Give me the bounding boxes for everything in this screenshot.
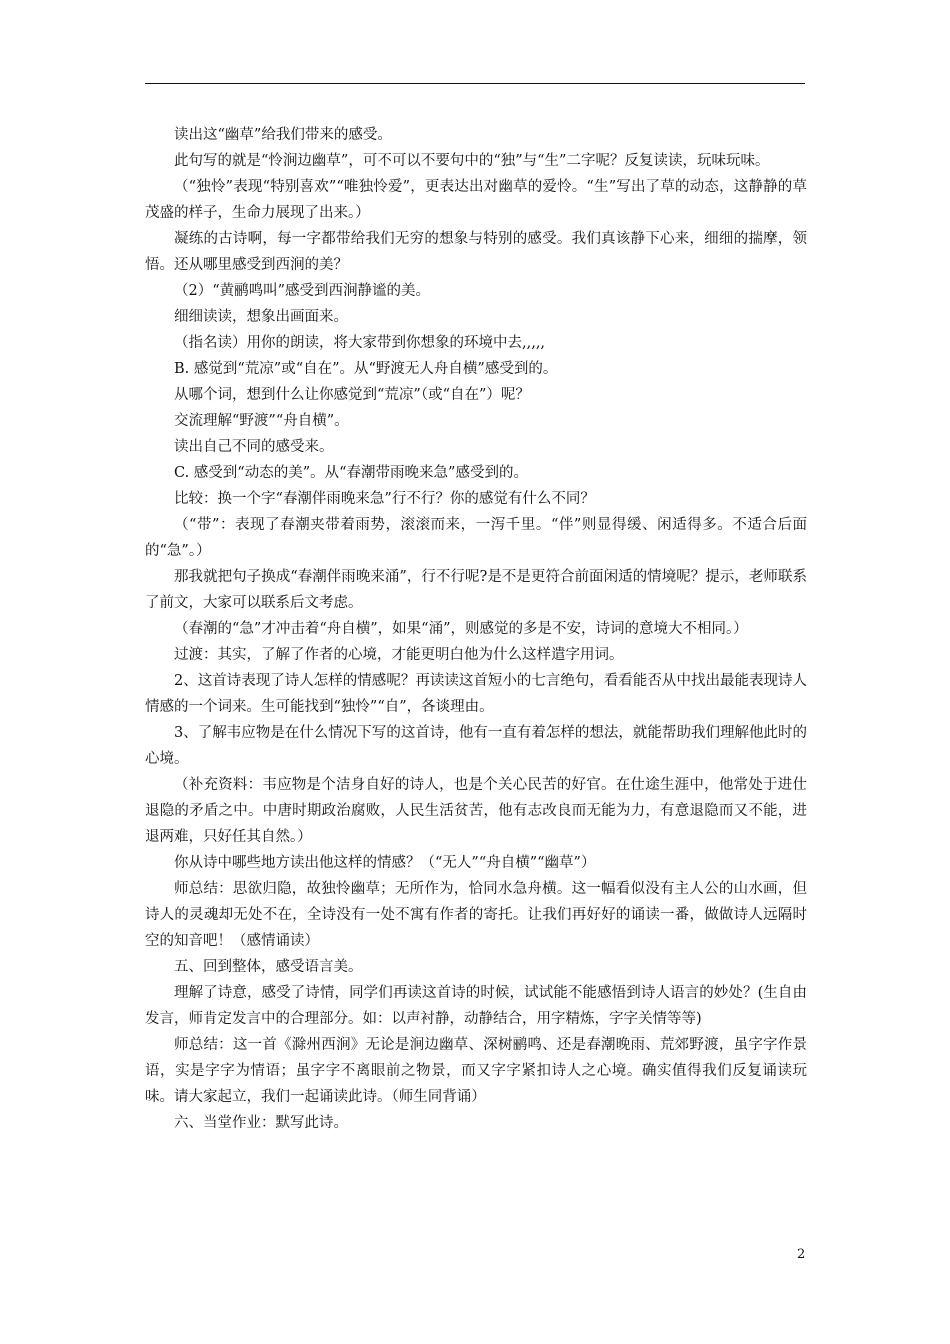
body-text	[145, 122, 807, 1136]
paragraph: 那我就把句子换成“春潮伴雨晚来涌”，行不行呢?是不是更符合前面闲适的情境呢？提示，老师联系了前文，大家可以联系后文考虑。	[145, 569, 807, 611]
paragraph: （2）“黄鹂鸣叫”感受到西涧静谧的美。	[174, 283, 431, 299]
paragraph: 细细读读，想象出画面来。	[174, 309, 348, 325]
paragraph: 从哪个词，想到什么让你感觉到“荒凉”（或“自在”）呢？	[174, 387, 530, 403]
paragraph: 读出这“幽草”给我们带来的感受。	[174, 127, 392, 143]
paragraph: （补充资料：韦应物是个洁身自好的诗人，也是个关心民苦的好官。在仕途生涯中，他常处于进仕退隐的矛盾之中。中唐时期政治腐败，人民生活贫苦，他有志改良而无能为力，有意退隐而又不能，进退两难，只好任其自然。）	[145, 777, 807, 845]
paragraph: （指名读）用你的朗读，将大家带到你想象的环境中去,,,,,	[174, 335, 546, 351]
paragraph: B. 感觉到“荒凉”或“自在”。从“野渡无人舟自横”感受到的。	[174, 361, 558, 377]
paragraph: 师总结：这一首《滁州西涧》无论是涧边幽草、深树鹂鸣、还是春潮晚雨、荒郊野渡，虽字字作景语，实是字字为情语；虽字字不离眼前之物景，而又字字紧扣诗人之心境。确实值得我们反复诵读玩味。请大家起立，我们一起诵读此诗。（师生同背诵）	[145, 1037, 807, 1105]
paragraph: 六、当堂作业：默写此诗。	[174, 1115, 348, 1131]
paragraph: 2、这首诗表现了诗人怎样的情感呢？再读读这首短小的七言绝句，看看能否从中找出最能表现诗人情感的一个词来。生可能找到“独怜”“自”，各谈理由。	[145, 673, 807, 715]
paragraph: 3、了解韦应物是在什么情况下写的这首诗，他有一直有着怎样的想法，就能帮助我们理解他此时的心境。	[145, 725, 807, 767]
paragraph: （春潮的“急”才冲击着“舟自横”，如果“涌”，则感觉的多是不安，诗词的意境大不相同。）	[174, 621, 748, 637]
header-rule	[145, 83, 805, 84]
paragraph: 凝练的古诗啊，每一字都带给我们无穷的想象与特别的感受。我们真该静下心来，细细的揣摩，领悟。还从哪里感受到西涧的美？	[145, 231, 807, 273]
paragraph: （“独怜”表现“特别喜欢”“唯独怜爱”，更表达出对幽草的爱怜。“生”写出了草的动态，这静静的草茂盛的样子，生命力展现了出来。）	[145, 179, 807, 221]
paragraph: 师总结：思欲归隐，故独怜幽草；无所作为，恰同水急舟横。这一幅看似没有主人公的山水画，但诗人的灵魂却无处不在，全诗没有一处不寓有作者的寄托。让我们再好好的诵读一番，做做诗人远隔时空的知音吧！（感情诵读）	[145, 881, 807, 949]
paragraph: C. 感受到“动态的美”。从“春潮带雨晚来急”感受到的。	[174, 465, 528, 481]
paragraph: 此句写的就是“怜涧边幽草”，可不可以不要句中的“独”与“生”二字呢？反复读读，玩味玩味。	[174, 153, 770, 169]
paragraph: 过渡：其实，了解了作者的心境，才能更明白他为什么这样遣字用词。	[174, 647, 624, 663]
page-number: 2	[797, 1247, 806, 1262]
paragraph: 理解了诗意，感受了诗情，同学们再读这首诗的时候，试试能不能感悟到诗人语言的妙处？(生自由发言，师肯定发言中的合理部分。如：以声衬静，动静结合，用字精炼，字字关情等等)	[145, 985, 807, 1027]
paragraph: 你从诗中哪些地方读出他这样的情感？（“无人”“舟自横”“幽草”）	[174, 855, 596, 871]
paragraph: 五、回到整体，感受语言美。	[174, 959, 363, 975]
paragraph: 交流理解“野渡”“舟自横”。	[174, 413, 349, 429]
paragraph: （“带”：表现了春潮夹带着雨势，滚滚而来，一泻千里。“伴”则显得缓、闲适得多。不适合后面的“急”。）	[145, 517, 807, 559]
paragraph: 比较：换一个字“春潮伴雨晚来急”行不行？你的感觉有什么不同？	[174, 491, 595, 507]
paragraph: 读出自己不同的感受来。	[174, 439, 334, 455]
